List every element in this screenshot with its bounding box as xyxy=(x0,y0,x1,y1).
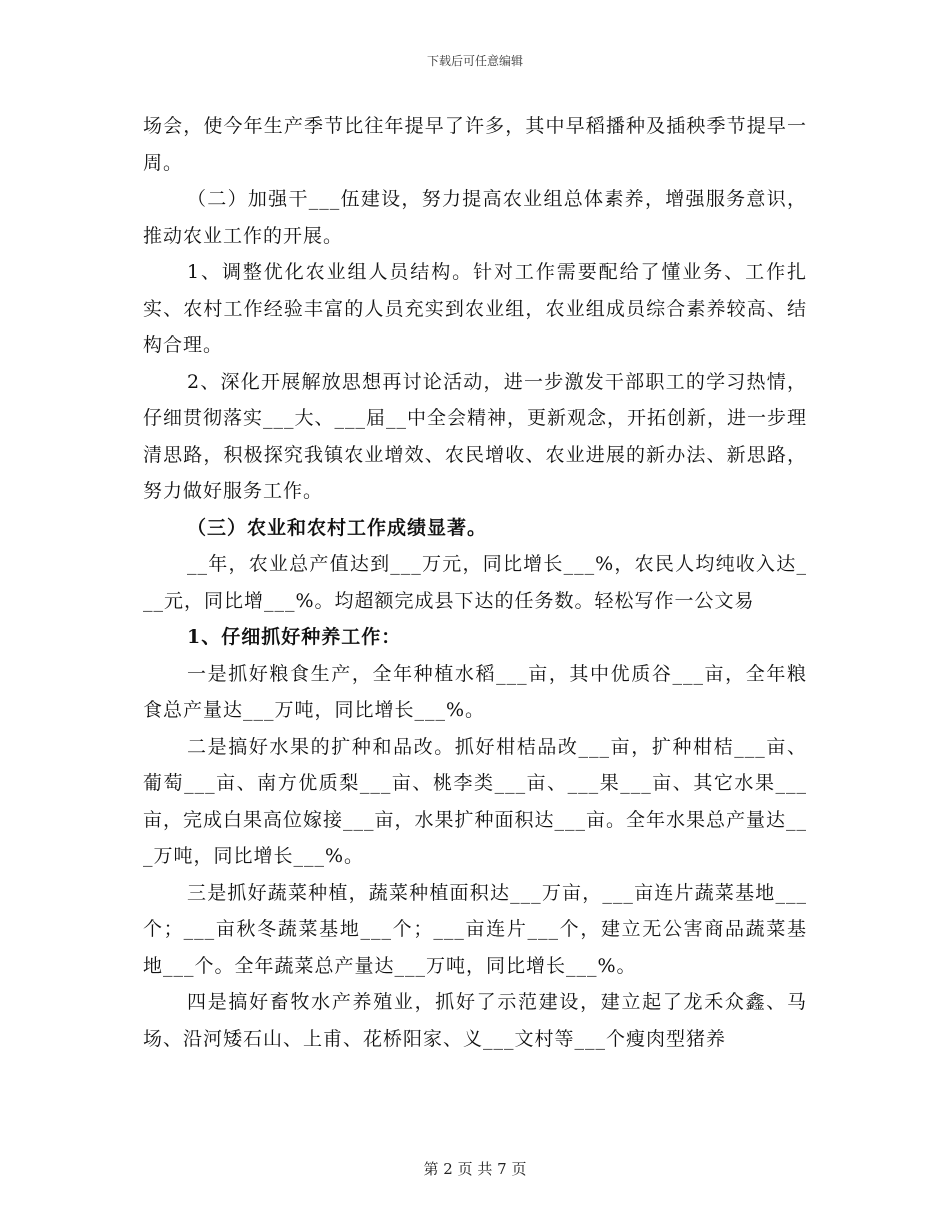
paragraph: （二）加强干___伍建设，努力提高农业组总体素养，增强服务意识，推动农业工作的开展。 xyxy=(143,188,807,247)
paragraph: 一是抓好粮食生产，全年种植水稻___亩，其中优质谷___亩，全年粮食总产量达___万吨，同比增长___%。 xyxy=(143,662,807,721)
paragraph: __年，农业总产值达到___万元，同比增长___%，农民人均纯收入达___元，同比增___%。均超额完成县下达的任务数。轻松写作一公文易 xyxy=(143,553,807,612)
subsection-heading: 1、仔细抓好种养工作： xyxy=(187,626,402,648)
paragraph: 四是搞好畜牧水产养殖业，抓好了示范建设，建立起了龙禾众鑫、马场、沿河矮石山、上甫、花桥阳家、义___文村等___个瘦肉型猪养 xyxy=(143,991,807,1050)
document-body xyxy=(143,108,807,1057)
page-header: 下载后可任意编辑 xyxy=(426,54,523,68)
paragraph: 三是抓好蔬菜种植，蔬菜种植面积达___万亩，___亩连片蔬菜基地___个；___亩秋冬蔬菜基地___个；___亩连片___个，建立无公害商品蔬菜基地___个。全年蔬菜总产量达___万吨，同比增长___%。 xyxy=(143,881,807,977)
paragraph: 二是搞好水果的扩种和品改。抓好柑桔品改___亩，扩种柑桔___亩、葡萄___亩、南方优质梨___亩、桃李类___亩、___果___亩、其它水果___亩，完成白果高位嫁接___亩，水果扩种面积达___亩。全年水果总产量达___万吨，同比增长___%。 xyxy=(143,735,808,867)
paragraph: 1、调整优化农业组人员结构。针对工作需要配给了懂业务、工作扎实、农村工作经验丰富的人员充实到农业组，农业组成员综合素养较高、结构合理。 xyxy=(143,261,807,356)
paragraph: 场会，使今年生产季节比往年提早了许多，其中早稻播种及插秧季节提早一周。 xyxy=(143,115,807,174)
section-heading: （三）农业和农村工作成绩显著。 xyxy=(187,516,488,539)
paragraph: 2、深化开展解放思想再讨论活动，进一步激发干部职工的学习热情，仔细贯彻落实___大、___届__中全会精神，更新观念，开拓创新，进一步理清思路，积极探究我镇农业增效、农民增收、农业进展的新办法、新思路，努力做好服务工作。 xyxy=(143,370,808,502)
page-number: 第 2 页 共 7 页 xyxy=(423,1160,527,1178)
